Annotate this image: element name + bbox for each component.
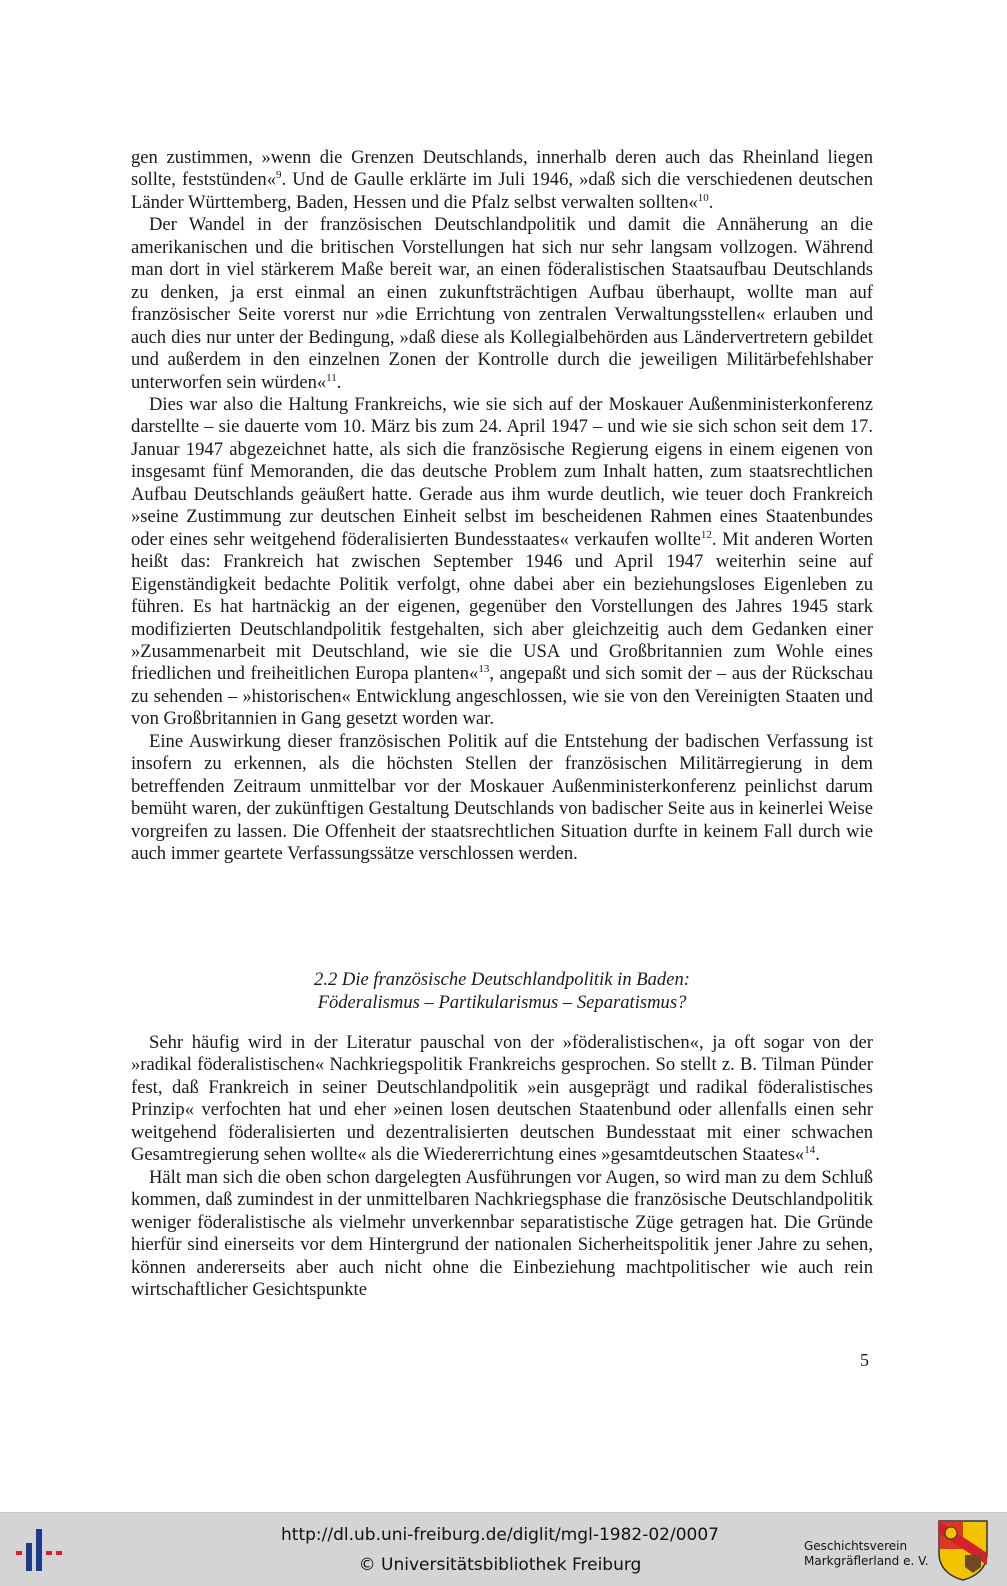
society-name: [804, 1539, 932, 1569]
copyright-notice: © Universitätsbibliothek Freiburg: [358, 1555, 642, 1575]
paragraph: [131, 214, 873, 394]
text-run: gen zustimmen, »wenn die Grenzen Deutschlands, innerhalb deren auch das Rheinland liegen sollte, feststünden«: [131, 147, 873, 191]
text-run: .: [336, 371, 342, 393]
footnote-marker: 11: [326, 371, 337, 384]
paragraph: [131, 1032, 873, 1167]
footnote-marker: 10: [697, 191, 709, 204]
paragraph: [131, 731, 873, 866]
body-text-bottom: [131, 1032, 873, 1301]
body-text-top: [131, 147, 873, 866]
text-run: . Mit anderen Worten heißt das: Frankreich hat zwischen September 1946 und April 1947 weiterhin seine auf Eigenständigkeit bedachte Politik verfolgt, ohne dabei aber ein beziehungsloses Eigenleben zu führen. Es hat hartnäckig an der eigenen, gegenüber den Vorstellungen des Jahres 1945 stark modifizierten Deutschlandpolitik festgehalten, sich aber gleichzeitig auch dem Gedanken einer »Zusammenarbeit mit Deutschland, wie sie die USA und Großbritannien zum Wohle eines friedlichen und freiheitlichen Europa planten«: [131, 528, 873, 685]
text-run: Eine Auswirkung dieser französischen Politik auf die Entstehung der badischen Verfassung ist insofern zu erkennen, als die höchsten Stellen der französischen Militärregierung in dem betreffenden Zeitraum unmittelbar vor der Moskauer Außenministerkonferenz peinlichst darum bemüht waren, der zukünftigen Gestaltung Deutschlands von badischer Seite aus in keinerlei Weise vorgreifen zu lassen. Die Offenheit der staatsrechtlichen Situation durfte in keinem Fall durch wie auch immer geartete Verfassungssätze verschlossen werden.: [131, 730, 873, 865]
university-library-logo-icon: [14, 1525, 64, 1575]
footnote-marker: 9: [276, 169, 282, 182]
text-run: Dies war also die Haltung Frankreichs, wie sie sich auf der Moskauer Außenministerkonferenz darstellte – sie dauerte vom 10. März bis zum 24. April 1947 – und wie sie sich schon seit dem 17. Januar 1947 abgezeichnet hatte, als sich die französische Regierung eigens in einem eigenen von insgesamt fünf Memoranden, die das deutsche Problem zum Inhalt hatten, zum staatsrechtlichen Aufbau Deutschlands geäußert hatte. Gerade aus ihm wurde deutlich, wie teuer doch Frankreich »seine Zustimmung zur deutschen Einheit selbst im bescheidenen Rahmen eines Staatenbundes oder eines sehr weitgehend föderalisierten Bundesstaates« verkaufen wollte: [131, 393, 873, 550]
section-heading: [131, 968, 873, 1014]
society-name-line-2: Markgräflerland e. V.: [804, 1554, 929, 1568]
text-run: . Und de Gaulle erklärte im Juli 1946, »daß sich die verschiedenen deutschen Länder Württemberg, Baden, Hessen und die Pfalz selbst verwalten sollten«: [131, 169, 873, 213]
footnote-marker: 13: [478, 663, 490, 676]
section-heading-line-1: 2.2 Die französische Deutschlandpolitik in Baden:: [314, 969, 690, 990]
document-url[interactable]: http://dl.ub.uni-freiburg.de/diglit/mgl-1982-02/0007: [281, 1525, 719, 1545]
paragraph: [131, 1167, 873, 1302]
paragraph: [131, 394, 873, 731]
footnote-marker: 14: [804, 1144, 816, 1157]
text-run: Hält man sich die oben schon dargelegten Ausführungen vor Augen, so wird man zu dem Schluß kommen, daß zumindest in der unmittelbaren Nachkriegsphase die französische Deutschlandpolitik weniger föderalistische als vielmehr unverkennbar separatistische Züge getragen hat. Die Gründe hierfür sind einerseits vor dem Hintergrund der nationalen Sicherheitspolitik jener Jahre zu sehen, können andererseits aber auch nicht ohne die Einbeziehung machtpolitischer wie auch rein wirtschaftlicher Gesichtspunkte: [131, 1166, 873, 1300]
text-run: .: [708, 191, 714, 213]
coat-of-arms-icon: [937, 1519, 989, 1581]
text-run: .: [815, 1144, 820, 1166]
section-heading-line-2: Föderalismus – Partikularismus – Separatismus?: [317, 992, 687, 1013]
text-run: Sehr häufig wird in der Literatur pauschal von der »föderalistischen«, ja oft sogar von der »radikal föderalistischen« Nachkriegspolitik Frankreichs gesprochen. So stellt z. B. Tilman Pünder fest, daß Frankreich in seiner Deutschlandpolitik »ein ausgeprägt und radikal föderalistisches Prinzip« verfochten hat und eher »einen losen deutschen Staatenbund oder allenfalls einen sehr weitgehend föderalisierten und dezentralisierten deutschen Bundesstaat mit einer schwachen Gesamtregierung sehen wollte« als die Wiedererrichtung eines »gesamtdeutschen Staates«: [131, 1032, 873, 1166]
text-run: Der Wandel in der französischen Deutschlandpolitik und damit die Annäherung an die amerikanischen und die britischen Vorstellungen hat sich nur sehr langsam vollzogen. Während man dort in viel stärkerem Maße bereit war, an einen föderalistischen Staatsaufbau Deutschlands zu denken, ja erst einmal an einen zukunftsträchtigen Aufbau überhaupt, wollte man auf französischer Seite vorerst nur »die Errichtung von zentralen Verwaltungsstellen« erlauben und auch dies nur unter der Bedingung, »daß diese als Kollegialbehörden aus Ländervertretern gebildet und außerdem in den einzelnen Zonen der Kontrolle durch die jeweiligen Militärbefehlshaber unterworfen sein würden«: [131, 214, 873, 393]
society-name-line-1: Geschichtsverein: [804, 1539, 908, 1553]
footer-bar: [0, 1512, 1007, 1586]
page-number: 5: [860, 1350, 869, 1370]
paragraph: [131, 147, 873, 214]
text-run: , angepaßt und sich somit der – aus der Rückschau zu sehenden – »historischen« Entwicklung angeschlossen, wie sie von den Vereinigten Staaten und von Großbritannien in Gang gesetzt worden war.: [131, 663, 873, 730]
footnote-marker: 12: [700, 528, 712, 541]
